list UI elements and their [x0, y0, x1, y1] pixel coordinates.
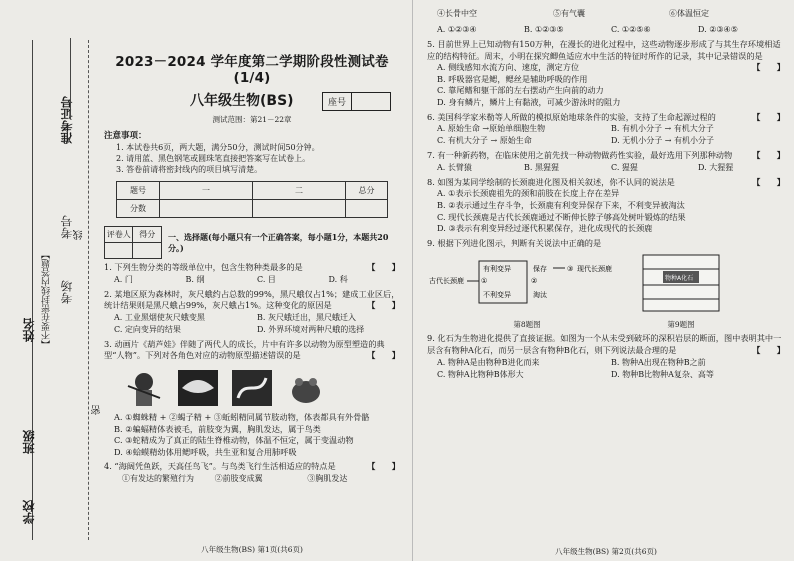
score-header: 二	[253, 182, 346, 200]
seal-line	[32, 40, 33, 540]
option[interactable]: A. 长臂猿	[437, 162, 472, 172]
score-header: 总分	[346, 182, 388, 200]
question-2-options-row1	[104, 312, 400, 324]
xuexiao-label: 学校	[22, 500, 36, 524]
question-4-items	[104, 473, 400, 485]
option[interactable]: D. 科	[328, 274, 348, 284]
answer-bracket[interactable]: 【 】	[752, 150, 785, 161]
banji-label: 班级	[22, 430, 36, 454]
option[interactable]: A. 原始生命 →原始单细胞生物	[437, 124, 546, 134]
option[interactable]: A. 工业黑烟使灰尺蛾变黑	[114, 312, 205, 322]
question-9	[427, 238, 785, 250]
question-7-text: 7. 有一种新药物，在临床使用之前先找一种动物做药性实验，最好选用下列那种动物	[427, 150, 733, 161]
score-cell[interactable]	[253, 200, 346, 218]
answer-bracket[interactable]: 【 】	[752, 62, 785, 73]
question-8	[427, 177, 785, 189]
bat-character-icon	[176, 368, 220, 408]
fig8-survive: 保存	[533, 265, 547, 274]
fig8-circle-1: ①	[481, 277, 488, 286]
fig8-unfavorable: 不利变异	[483, 291, 511, 300]
option[interactable]: D. 外界环境对两种尺蛾的选择	[257, 324, 365, 334]
test-range: 测试范围：第21－22章	[212, 115, 292, 124]
question-2-options-row2	[104, 324, 400, 336]
grader-cell[interactable]	[105, 243, 133, 259]
figure-9	[641, 253, 721, 330]
option[interactable]: B. ①②③⑤	[524, 25, 564, 34]
score-row-label: 分数	[117, 200, 160, 218]
fig8-modern: 现代长颈鹿	[577, 265, 612, 274]
question-1-text: 1. 下列生物分类的等级单位中，包含生物种类最多的是	[104, 262, 303, 272]
answer-bracket[interactable]: 【 】	[752, 111, 785, 122]
question-6-options-row2	[427, 135, 785, 147]
giraffe-evolution-diagram	[427, 253, 627, 315]
exam-title: 2023－2024 学年度第二学期阶段性测试卷(1/4)	[115, 54, 389, 86]
option[interactable]: C. 猩猩	[611, 162, 638, 172]
option[interactable]: D. 物种B比物种A复杂、高等	[611, 369, 714, 379]
option[interactable]: A. ①②③④	[437, 25, 477, 34]
question-3-text: 3. 动画片《葫芦娃》伴随了两代人的成长，片中有许多以动物为原型塑造的典型“人物”。下列对各角色对应的动物原型描述错误的是	[104, 338, 385, 361]
score-table	[116, 181, 388, 218]
answer-bracket[interactable]: 【 】	[367, 300, 400, 311]
fig8-ancestor: 古代长颈鹿	[429, 277, 464, 286]
option[interactable]: D. ③表示有利变异经过逐代积累保存，进化成现代的长颈鹿	[437, 223, 653, 234]
question-4-text: 4. “海阔凭鱼跃，天高任鸟飞”。与鸟类飞行生活相适应的特点是	[104, 461, 336, 472]
question-3-options	[104, 412, 400, 458]
score-header: 题号	[117, 182, 160, 200]
seat-number-box	[322, 92, 391, 111]
answer-bracket[interactable]: 【 】	[367, 262, 400, 272]
question-1	[104, 262, 400, 274]
kaohao-label: 考号	[60, 215, 74, 239]
answer-bracket[interactable]: 【 】	[752, 344, 785, 355]
option: ①有发达的繁殖行为	[122, 473, 194, 483]
question-3	[104, 339, 400, 362]
left-page	[104, 42, 400, 561]
score-cell[interactable]	[346, 200, 388, 218]
rock-strata-diagram	[641, 253, 721, 315]
question-8-options	[427, 188, 785, 234]
fig8-circle-2: ②	[531, 277, 538, 286]
fig8-caption: 第8题图	[513, 320, 541, 330]
option: ⑥体温恒定	[669, 9, 709, 18]
question-3-images	[122, 368, 400, 408]
option: ③胸肌发达	[307, 473, 348, 483]
option[interactable]: C. ①②⑤⑥	[611, 25, 651, 34]
answer-bracket[interactable]: 【 】	[752, 176, 785, 187]
question-9-options-row2	[427, 369, 785, 381]
option[interactable]: C. 目	[257, 274, 276, 284]
option[interactable]: C. ③蛇精成为了真正的陆生脊椎动物，体温不恒定，属于变温动物	[114, 435, 354, 446]
option[interactable]: B. 物种A出现在物种B之前	[611, 357, 706, 367]
option[interactable]: D. 无机小分子 → 有机小分子	[611, 136, 715, 146]
option[interactable]: D. ④蛤蟆精幼体用鳃呼吸，共生亚和复合用肺呼吸	[114, 446, 297, 457]
question-9-fossil	[427, 333, 785, 356]
question-6-options-row1	[427, 123, 785, 135]
exam-subtitle: 八年级生物(BS)	[190, 93, 294, 109]
grader-label: 评卷人	[105, 227, 133, 243]
option[interactable]: B. 黑猩猩	[524, 162, 559, 172]
score-cell[interactable]	[160, 200, 253, 218]
option[interactable]: D. 大猩猩	[698, 162, 734, 172]
no-answer-warning: 【不要在密封线内答题】	[42, 250, 52, 349]
option[interactable]: A. 门	[114, 274, 133, 284]
option[interactable]: A. ①蜘蛛精 + ②蝎子精 + ③蚯蚓精同属节肢动物，体表都具有外骨骼	[114, 411, 370, 422]
figure-8	[427, 253, 627, 330]
question-7-options	[427, 162, 785, 174]
spider-character-icon	[122, 368, 166, 408]
option[interactable]: C. 有机大分子 → 原始生命	[437, 136, 532, 146]
option[interactable]: B. ②表示通过生存斗争，长颈鹿有利变异保存下来，不利变异被淘汰	[437, 199, 685, 210]
fig9-species-label: 物种A化石	[665, 275, 694, 283]
option[interactable]: B. 纲	[185, 274, 205, 284]
figures-row	[427, 253, 785, 330]
question-6-text: 6. 美国科学家米勒等人所做的模拟原始地球条件的实验，支持了生命起源过程的	[427, 111, 716, 122]
option[interactable]: B. 灰尺蛾迁出，黑尺蛾迁入	[257, 312, 356, 322]
option[interactable]: A. 物种A是由物种B进化而来	[437, 357, 540, 367]
question-7	[427, 150, 785, 162]
notes-heading: 注意事项：	[104, 131, 147, 141]
option[interactable]: C. 现代长颈鹿是古代长颈鹿通过不断伸长脖子够高处树叶锻炼的结果	[437, 211, 686, 222]
page-gutter	[412, 0, 413, 561]
page-1-footer: 八年级生物(BS) 第1页(共6页)	[201, 545, 303, 554]
note-item: 2. 请用蓝、黑色钢笔或圆珠笔直接把答案写在试卷上。	[116, 154, 311, 163]
note-item: 3. 答卷前请将密封线内的项目填写清楚。	[116, 165, 263, 174]
question-2-text: 2. 某地区原为森林时，灰尺蛾约占总数的99%，黑尺蛾仅占1%；建成工业区后，统计结果则是黑尺蛾占99%，灰尺蛾占1%。这种变化的原因是	[104, 288, 400, 311]
option[interactable]: B. 有机小分子 → 有机大分子	[611, 124, 714, 134]
option[interactable]: C. 定向变异的结果	[114, 324, 181, 334]
question-4-items-cont	[427, 8, 785, 20]
option: ⑤有气囊	[553, 9, 585, 18]
answer-bracket[interactable]: 【 】	[367, 461, 400, 472]
seal-word: 密	[92, 405, 103, 415]
xingming-label: 姓名	[22, 318, 36, 342]
question-6	[427, 112, 785, 124]
seat-label: 座号	[328, 98, 347, 108]
seat-input[interactable]	[351, 93, 390, 110]
question-1-options	[104, 274, 400, 286]
option: ④长骨中空	[437, 9, 477, 18]
grader-table	[104, 226, 162, 259]
section-1-title: 一、选择题(每小题只有一个正确答案，每小题1分，本题共20分。)	[167, 231, 389, 253]
fold-line	[88, 40, 89, 540]
fig9-caption: 第9题图	[667, 320, 695, 330]
option: ②前肢变成翼	[214, 473, 263, 483]
answer-bracket[interactable]: 【 】	[367, 350, 400, 361]
question-8-text: 8. 如图为某同学绘制的长颈鹿进化图及相关叙述，你不认同的说法是	[427, 176, 675, 187]
grader-label: 得分	[133, 227, 161, 243]
question-9-fossil-text: 9. 化石为生物进化提供了直接证据。如图为一个从未受到破坏的深积岩层的断面，图中表明其中一层含有物种A化石，而另一层含有物种B化石，则下列说法最合理的是	[427, 333, 782, 355]
zhunkao-underline	[70, 38, 71, 118]
grader-cell[interactable]	[133, 243, 161, 259]
option[interactable]: A. 侧线感知水流方向、速度，测定方位	[437, 62, 580, 73]
option[interactable]: D. 身有鳞片，鳞片上有黏液，可减少游泳时的阻力	[437, 96, 621, 107]
fig8-variation: 有利变异	[483, 265, 511, 274]
right-page	[427, 0, 785, 561]
notes-block	[104, 131, 400, 175]
kaochang-label: 考场	[60, 280, 74, 304]
option[interactable]: B. 呼吸器官是鳃，鳃丝是辅助呼吸的作用	[437, 73, 588, 84]
question-9-text: 9. 根据下列进化图示，判断有关说法中正确的是	[427, 237, 602, 248]
line-word: 线	[74, 230, 85, 240]
question-5-text: 5. 目前世界上已知动物有150万种，在漫长的进化过程中，这些动物逐步形成了与其生存环境相适应的结构特征。周末，小明在探究鲫鱼适应水中生活的特征时所作的记录，其中记录错误的是	[427, 39, 781, 61]
question-5-options	[427, 62, 785, 108]
page-2-footer: 八年级生物(BS) 第2页(共6页)	[555, 547, 657, 556]
binding-margin	[0, 0, 103, 561]
fig8-eliminated: 淘汰	[533, 291, 547, 300]
toad-character-icon	[284, 368, 328, 408]
option[interactable]: B. ②蝙蝠精体表被毛，前肢变为翼，胸肌发达，属于鸟类	[114, 423, 321, 434]
score-header: 一	[160, 182, 253, 200]
question-9-options-row1	[427, 357, 785, 369]
option[interactable]: D. ②③④⑤	[698, 25, 738, 34]
question-4	[104, 461, 400, 473]
option[interactable]: A. ①表示长颈鹿祖先的颈和前肢在长度上存在差异	[437, 188, 620, 199]
option[interactable]: C. 靠尾鳍和躯干部的左右摆动产生向前的动力	[437, 85, 604, 96]
question-2	[104, 289, 400, 312]
fig8-circle-3: ③	[567, 265, 574, 274]
question-4-options	[427, 24, 785, 36]
note-item: 1. 本试卷共6页，两大题，满分50分，测试时间50分钟。	[116, 143, 320, 152]
snake-character-icon	[230, 368, 274, 408]
zhunkao-label: 准考证号	[60, 96, 74, 144]
option[interactable]: C. 物种A比物种B体形大	[437, 369, 524, 379]
